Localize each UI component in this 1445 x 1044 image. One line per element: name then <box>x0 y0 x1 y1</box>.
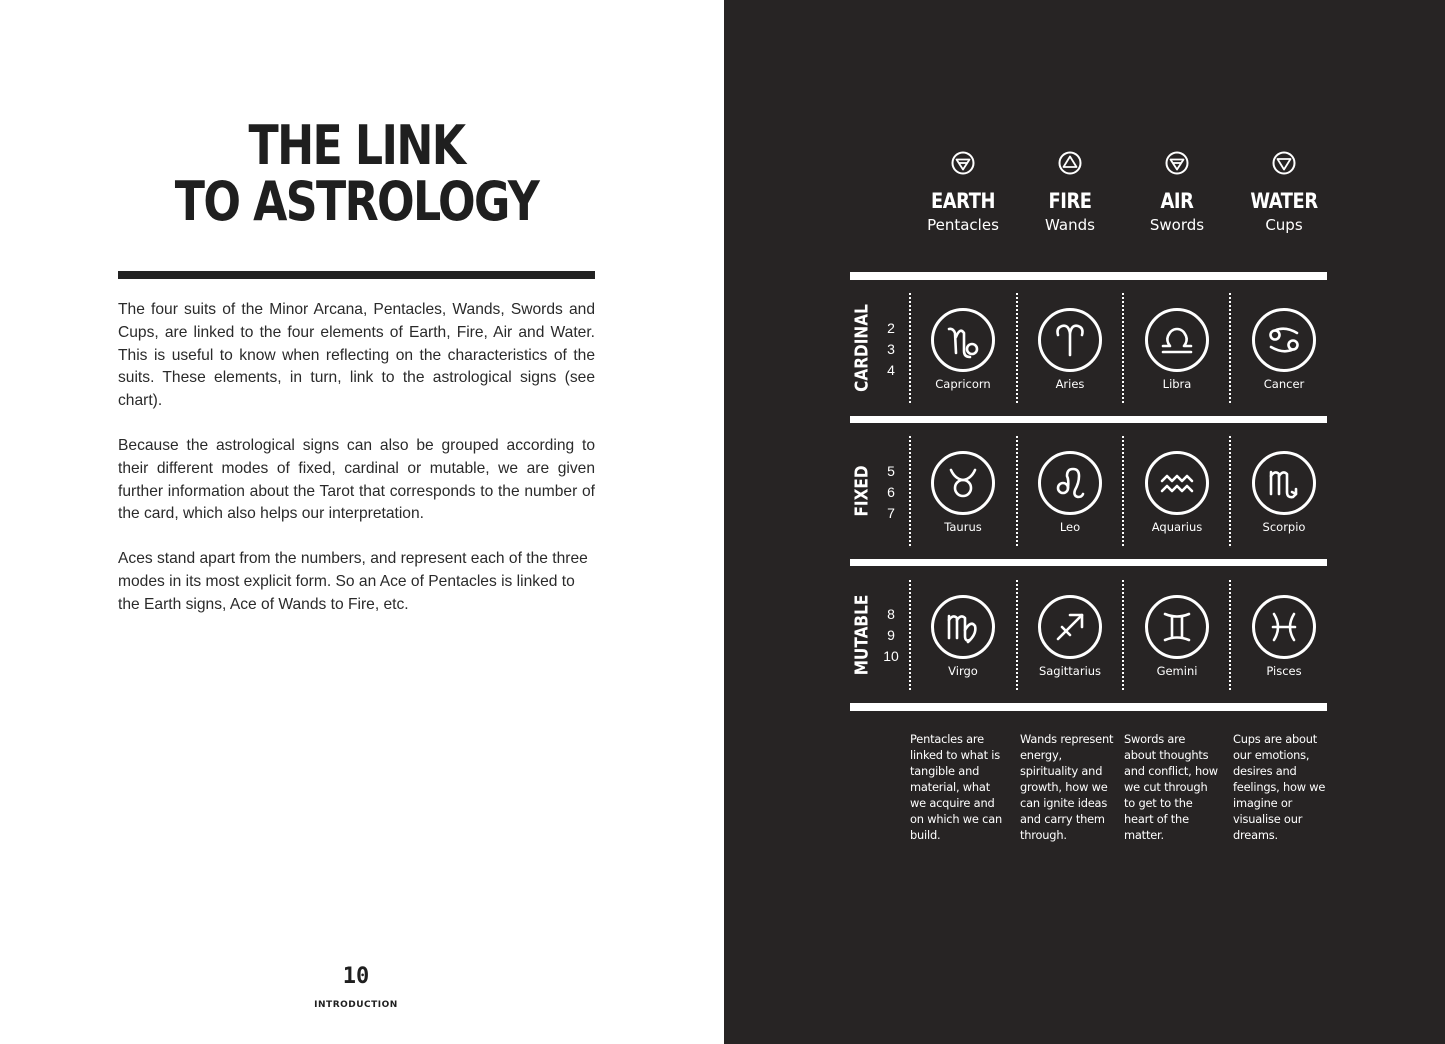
sign-cancer <box>1230 307 1338 391</box>
mode-label: CARDINAL <box>851 304 873 392</box>
air-element-icon <box>1164 150 1190 176</box>
card-numbers <box>880 318 902 381</box>
chart-row-divider <box>850 559 1327 566</box>
aries-icon <box>1037 307 1103 373</box>
body-text <box>118 299 595 639</box>
element-name: AIR <box>1160 189 1194 213</box>
sign-name: Leo <box>1059 520 1081 534</box>
fire-element-icon <box>1057 150 1083 176</box>
capricorn-icon <box>930 307 996 373</box>
title-line-2: TO ASTROLOGY <box>174 170 539 233</box>
sign-aquarius <box>1123 450 1231 534</box>
title-rule <box>118 271 595 279</box>
chart-row-divider <box>850 416 1327 423</box>
column-earth <box>909 150 1017 235</box>
chart-top-bar <box>850 272 1327 280</box>
card-numbers <box>880 604 902 667</box>
card-number: 8 <box>887 606 895 622</box>
sign-leo <box>1016 450 1124 534</box>
card-number: 3 <box>887 341 895 357</box>
sign-name: Gemini <box>1156 664 1198 678</box>
sign-name: Taurus <box>944 520 982 534</box>
card-number: 10 <box>883 648 899 664</box>
sign-pisces <box>1230 594 1338 678</box>
card-number: 7 <box>887 505 895 521</box>
water-element-icon <box>1271 150 1297 176</box>
suit-name: Cups <box>1265 216 1303 234</box>
element-name: EARTH <box>931 189 995 213</box>
sign-aries <box>1016 307 1124 391</box>
mode-fixed <box>850 441 874 541</box>
card-number: 2 <box>887 320 895 336</box>
element-name: WATER <box>1250 189 1318 213</box>
sign-name: Libra <box>1162 377 1192 391</box>
libra-icon <box>1144 307 1210 373</box>
suit-name: Wands <box>1045 216 1095 234</box>
description-cups: Cups are about our emotions, desires and feelings, how we imagine or visualise our dreams. <box>1233 732 1326 842</box>
sign-sagittarius <box>1016 594 1124 678</box>
sign-name: Aries <box>1055 377 1085 391</box>
paragraph: The four suits of the Minor Arcana, Pentacles, Wands, Swords and Cups, are linked to the four elements of Earth, Fire, Air and Water. This is useful to know when reflecting on the characteristics of the suits. These elements, in turn, link to the astrological signs (see chart). <box>118 301 595 410</box>
sign-taurus <box>909 450 1017 534</box>
column-fire <box>1016 150 1124 235</box>
mode-label: FIXED <box>851 465 873 517</box>
mode-mutable <box>850 585 874 685</box>
sign-name: Sagittarius <box>1038 664 1102 678</box>
sign-name: Capricorn <box>935 377 991 391</box>
right-page-chart <box>724 0 1445 1044</box>
description-swords: Swords are about thoughts and conflict, how we cut through to get to the heart of the matter. <box>1124 732 1218 842</box>
suit-name: Pentacles <box>927 216 999 234</box>
pisces-icon <box>1251 594 1317 660</box>
suit-name: Swords <box>1149 216 1205 234</box>
sign-libra <box>1123 307 1231 391</box>
column-air <box>1123 150 1231 235</box>
earth-element-icon <box>950 150 976 176</box>
description-pentacles: Pentacles are linked to what is tangible and material, what we acquire and on which we can build. <box>910 732 1003 842</box>
card-numbers <box>880 461 902 524</box>
sign-name: Cancer <box>1263 377 1305 391</box>
paragraph: Aces stand apart from the numbers, and represent each of the three modes in its most explicit form. So an Ace of Pentacles is linked to the Earth signs, Ace of Wands to Fire, etc. <box>118 550 588 613</box>
card-number: 9 <box>887 627 895 643</box>
sign-virgo <box>909 594 1017 678</box>
scorpio-icon <box>1251 450 1317 516</box>
title-line-1: THE LINK <box>248 114 465 177</box>
mode-label: MUTABLE <box>851 594 873 676</box>
sign-scorpio <box>1230 450 1338 534</box>
section-label: INTRODUCTION <box>314 1000 398 1010</box>
page-number: 10 <box>342 964 370 989</box>
cancer-icon <box>1251 307 1317 373</box>
gemini-icon <box>1144 594 1210 660</box>
taurus-icon <box>930 450 996 516</box>
virgo-icon <box>930 594 996 660</box>
sign-capricorn <box>909 307 1017 391</box>
sign-name: Pisces <box>1266 664 1302 678</box>
paragraph: Because the astrological signs can also be grouped according to their different modes of fixed, cardinal or mutable, we are given further information about the Tarot that corresponds to the number of the card, which also helps our interpretation. <box>118 436 595 523</box>
card-number: 5 <box>887 463 895 479</box>
description-wands: Wands represent energy, spirituality and growth, how we can ignite ideas and carry them through. <box>1020 732 1114 842</box>
aquarius-icon <box>1144 450 1210 516</box>
sign-gemini <box>1123 594 1231 678</box>
leo-icon <box>1037 450 1103 516</box>
element-name: FIRE <box>1048 189 1092 213</box>
card-number: 6 <box>887 484 895 500</box>
sagittarius-icon <box>1037 594 1103 660</box>
mode-cardinal <box>850 298 874 398</box>
sign-name: Virgo <box>948 664 978 678</box>
card-number: 4 <box>887 362 895 378</box>
page-title <box>161 114 552 233</box>
chart-bottom-bar <box>850 703 1327 711</box>
sign-name: Aquarius <box>1151 520 1203 534</box>
column-water <box>1230 150 1338 235</box>
sign-name: Scorpio <box>1262 520 1306 534</box>
